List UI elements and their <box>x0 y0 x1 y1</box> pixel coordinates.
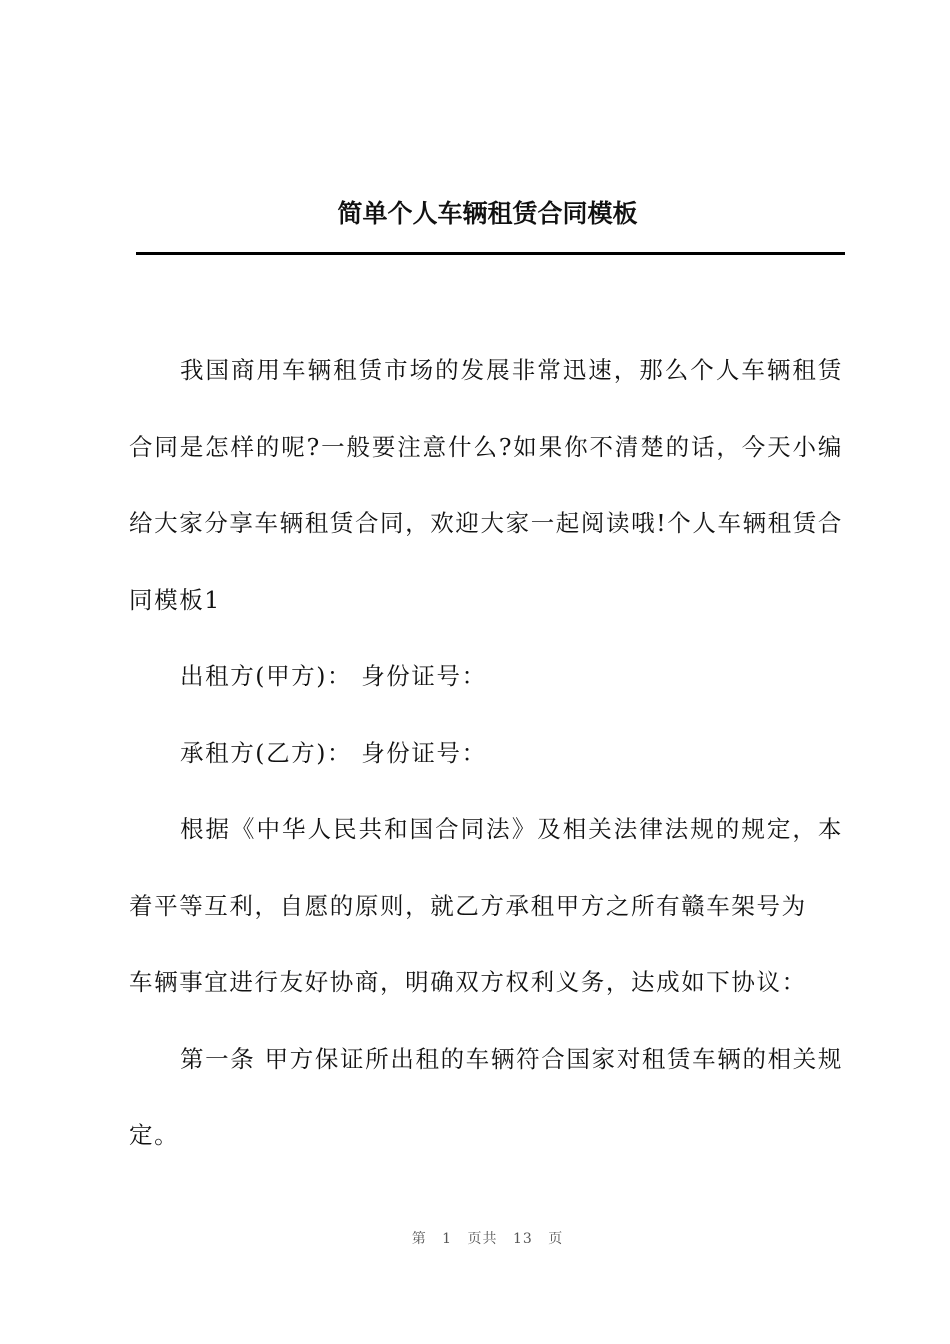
paragraph-intro: 我国商用车辆租赁市场的发展非常迅速，那么个人车辆租赁合同是怎样的呢?一般要注意什么?如果你不清楚的话，今天小编给大家分享车辆租赁合同，欢迎大家一起阅读哦!个人车辆租赁合同模板1 <box>129 356 843 614</box>
paragraph-legal-basis: 根据《中华人民共和国合同法》及相关法律法规的规定，本着平等互利，自愿的原则，就乙方承租甲方之所有赣车架号为 <box>129 815 843 920</box>
paragraph-article-one: 第一条 甲方保证所出租的车辆符合国家对租赁车辆的相关规定。 <box>129 1044 843 1149</box>
title-underline-rule <box>136 252 845 255</box>
document-title: 简单个人车辆租赁合同模板 <box>337 199 638 228</box>
document-body <box>129 332 843 1174</box>
paragraph-agreement: 车辆事宜进行友好协商，明确双方权利义务，达成如下协议： <box>129 968 807 996</box>
paragraph-lessee: 承租方(乙方)： 身份证号： <box>180 738 487 767</box>
paragraph-lessor: 出租方(甲方)： 身份证号： <box>180 662 487 690</box>
page-number-footer: 第 1 页共 13 页 <box>411 1231 564 1247</box>
